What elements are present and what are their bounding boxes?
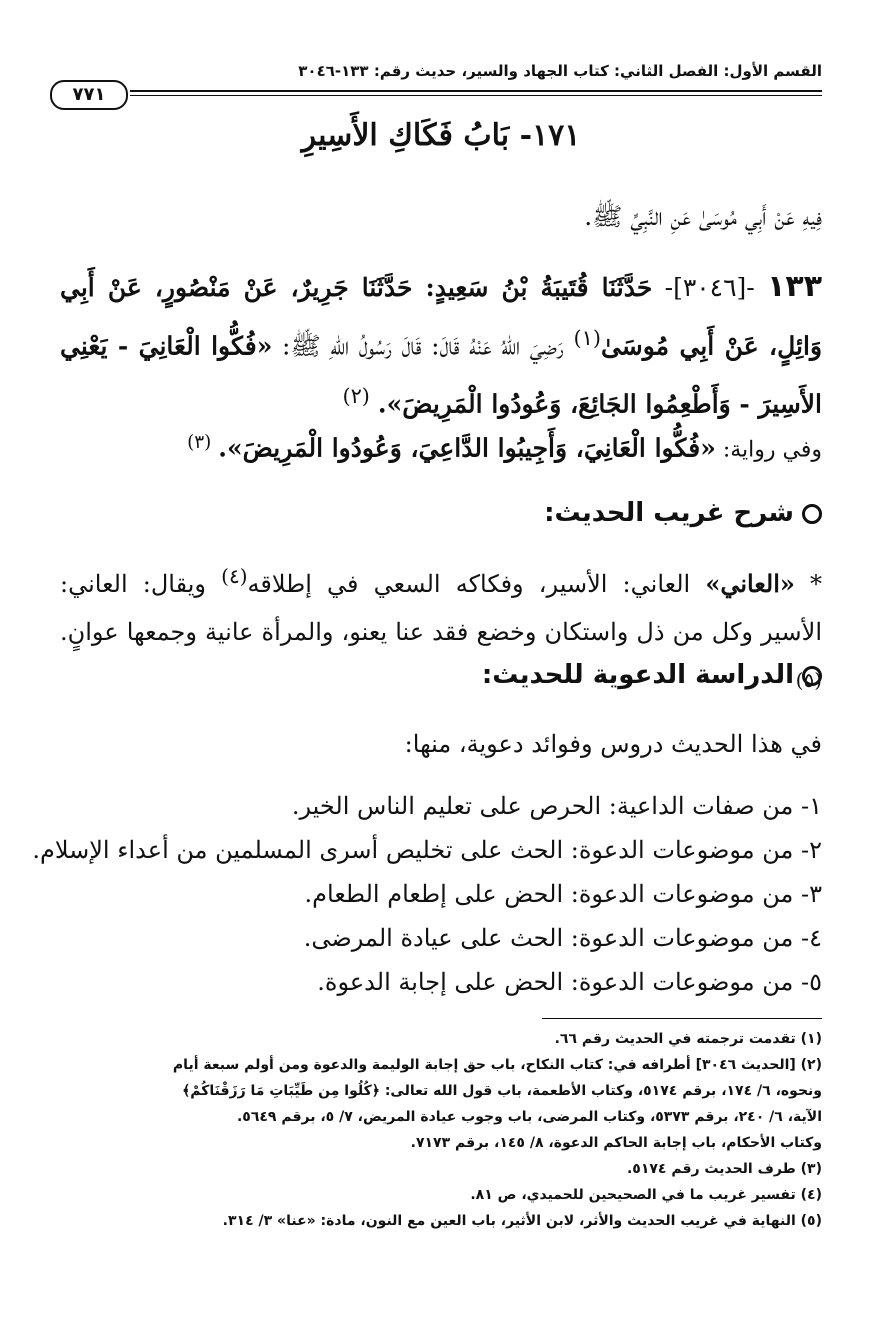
riwaya-label: وفي رواية: bbox=[722, 437, 822, 463]
header-double-rule bbox=[130, 90, 822, 96]
running-head: القسم الأول: الفصل الثاني: كتاب الجهاد والسير، حديث رقم: ١٣٣-٣٠٤٦ bbox=[298, 62, 822, 80]
footnote-separator bbox=[542, 1018, 822, 1019]
hadith-reference: -[٣٠٤٦]- bbox=[664, 273, 755, 302]
list-item: ١- من صفات الداعية: الحرص على تعليم الناس الخير. bbox=[291, 792, 822, 820]
dawah-heading-text: الدراسة الدعوية للحديث: bbox=[481, 660, 794, 690]
footnote-marker-3: (٣) bbox=[187, 432, 212, 453]
star-bullet-icon: * bbox=[810, 570, 823, 598]
footnote-2-line-2: ونحوه، ٦/ ١٧٤، برقم ٥١٧٤، وكتاب الأطعمة، باب قول الله تعالى: ﴿كُلُوا مِن طَيِّبَاتِ مَا رَزَقْنَاكُمْ﴾ bbox=[182, 1083, 822, 1099]
header-rule-area bbox=[50, 80, 822, 112]
chapter-title: ١٧١- بَابُ فَكَاكِ الأَسِيرِ bbox=[301, 118, 581, 153]
chapter-intro: فِيهِ عَنْ أَبِي مُوسَىٰ عَنِ النَّبِيِّ ﷺ. bbox=[584, 202, 822, 231]
gharib-text-1: العاني: الأسير، وفكاكه السعي في إطلاقه bbox=[247, 570, 691, 598]
footnote-5: (٥) النهاية في غريب الحديث والأثر، لابن الأثير، باب العين مع النون، مادة: «عنا» ٣/ ٣١٤. bbox=[222, 1213, 822, 1229]
gharib-text-2: ويقال: العاني: الأسير وكل من ذل واستكان وخضع فقد عنا يعنو، والمرأة عانية وجمعها عوانٍ. bbox=[60, 570, 822, 646]
gharib-heading-text: شرح غريب الحديث: bbox=[544, 498, 794, 528]
footnote-1: (١) تقدمت ترجمته في الحديث رقم ٦٦. bbox=[554, 1031, 822, 1047]
footnote-3: (٣) طرف الحديث رقم ٥١٧٤. bbox=[626, 1161, 822, 1177]
hadith-isnad-2: رَضِيَ اللهُ عَنْهُ قَالَ: قَالَ رَسُولُ اللهِ ﷺ: bbox=[282, 331, 564, 361]
list-item: ٤- من موضوعات الدعوة: الحث على عيادة المرضى. bbox=[303, 924, 822, 952]
hadith-isnad-1: حَدَّثَنَا قُتَيبَةُ بْنُ سَعِيدٍ: حَدَّثَنَا جَرِيرٌ، عَنْ مَنْصُورٍ، عَنْ أَبِي وَائِلٍ، عَنْ أَبِي مُوسَىٰ bbox=[60, 273, 823, 361]
footnote-marker-2: (٢) bbox=[342, 384, 370, 409]
footnote-2-line-4: وكتاب الأحكام، باب إجابة الحاكم الدعوة، ٨/ ١٤٥، برقم ٧١٧٣. bbox=[410, 1135, 822, 1151]
list-item: ٣- من موضوعات الدعوة: الحض على إطعام الطعام. bbox=[304, 880, 822, 908]
dawah-heading bbox=[60, 660, 822, 690]
footnote-marker-1: (١) bbox=[573, 326, 601, 350]
footnote-4: (٤) تفسير غريب ما في الصحيحين للحميدي، ص ٨١. bbox=[470, 1187, 822, 1203]
footnote-marker-5: (٥) bbox=[795, 668, 822, 692]
hadith-matn: «فُكُّوا الْعَانِيَ - يَعْنِي الأَسِيرَ - وَأَطْعِمُوا الجَائِعَ، وَعُودُوا الْمَرِيضَ». bbox=[60, 331, 822, 419]
footnote-2-line-3: الآية، ٦/ ٢٤٠، برقم ٥٣٧٣، وكتاب المرضى، باب وجوب عيادة المريض، ٧/ ٥، برقم ٥٦٤٩. bbox=[236, 1109, 822, 1125]
list-item: ٢- من موضوعات الدعوة: الحث على تخليص أسرى المسلمين من أعداء الإسلام. bbox=[32, 836, 822, 864]
dawah-intro: في هذا الحديث دروس وفوائد دعوية، منها: bbox=[404, 730, 822, 758]
hadith-number: ١٣٣ bbox=[767, 269, 823, 304]
list-item: ٥- من موضوعات الدعوة: الحض على إجابة الدعوة. bbox=[317, 968, 822, 996]
riwaya-text: «فُكُّوا الْعَانِيَ، وَأَجِيبُوا الدَّاعِيَ، وَعُودُوا الْمَرِيضَ». bbox=[218, 433, 716, 463]
dawah-list bbox=[32, 784, 822, 1004]
circle-bullet-icon bbox=[802, 666, 822, 686]
footnote-marker-4: (٤) bbox=[221, 564, 248, 588]
hadith-riwaya bbox=[60, 418, 822, 475]
gharib-heading bbox=[60, 498, 822, 528]
page-number: ٧٧١ bbox=[50, 80, 128, 110]
footnotes bbox=[60, 1026, 822, 1234]
circle-bullet-icon bbox=[802, 504, 822, 524]
gharib-term: «العاني» bbox=[705, 569, 795, 598]
hadith-text bbox=[60, 262, 822, 430]
footnote-2-line-1: (٢) [الحديث ٣٠٤٦] أطرافه في: كتاب النكاح، باب حق إجابة الوليمة والدعوة ومن أولم سبعة أيام bbox=[172, 1057, 822, 1073]
